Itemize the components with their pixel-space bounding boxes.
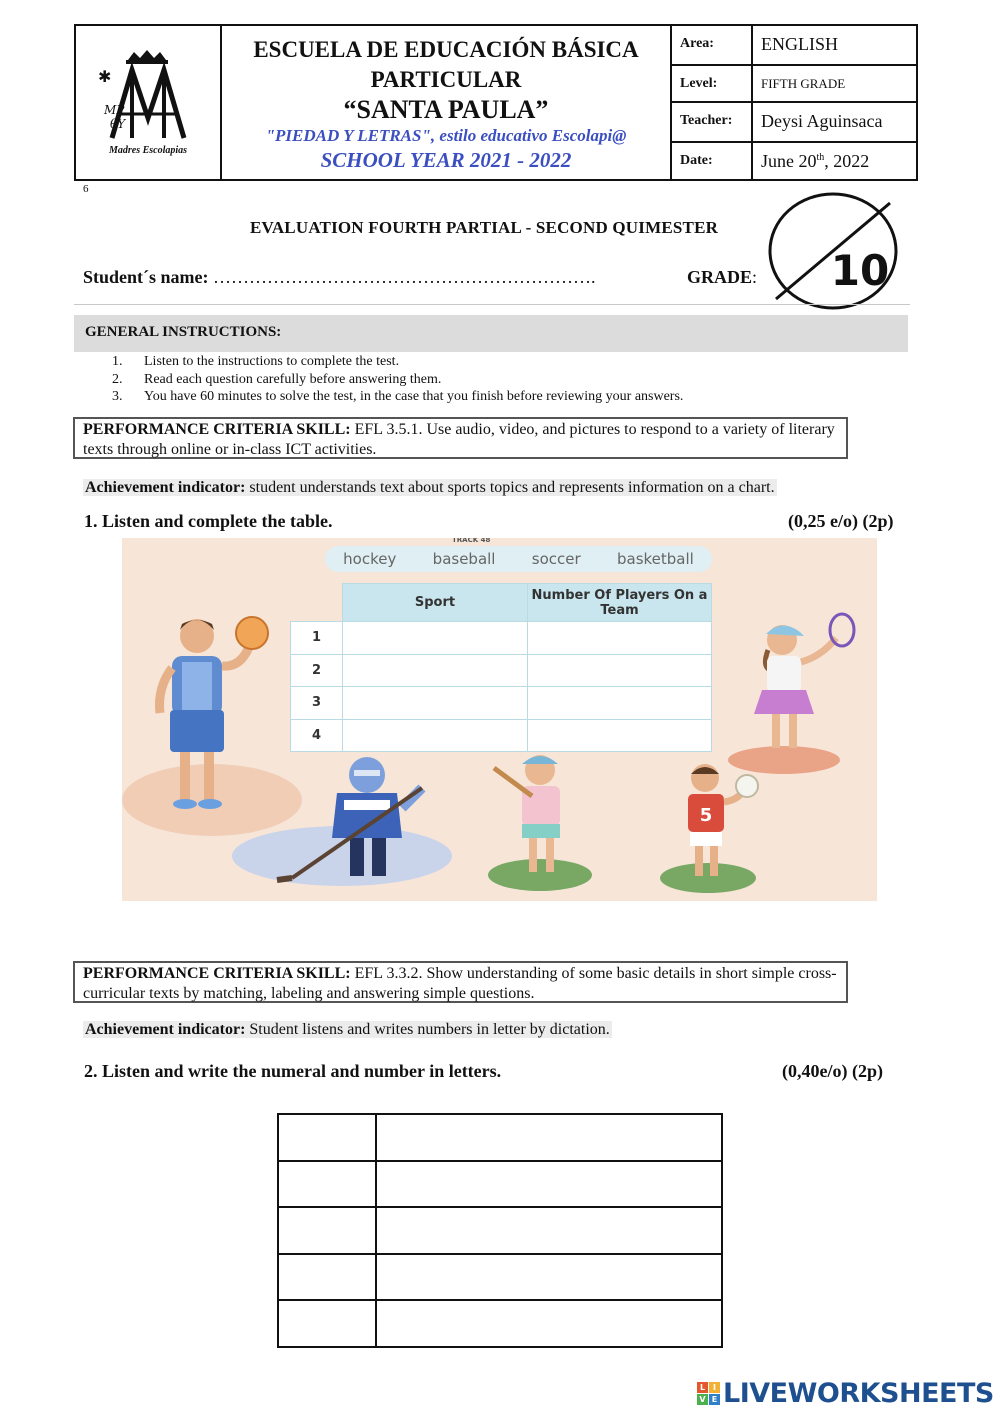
table-row [278,1161,722,1208]
achievement-indicator-1 [83,479,777,497]
instruction-text: Read each question carefully before answering them. [144,371,442,387]
word-bank-item: baseball [432,550,496,568]
question-2-points: (0,40e/o) (2p) [782,1061,883,1081]
players-answer-cell[interactable] [528,719,712,752]
track-label: TRACK 48 [452,538,491,544]
student-name-label: Student´s name: [83,267,209,287]
baseball-player-icon [494,755,560,872]
instruction-item [112,371,683,389]
school-name-line2: PARTICULAR [370,67,522,92]
sports-worksheet-image [122,538,877,901]
school-title-block [222,26,672,179]
info-table [672,26,916,179]
question-1-title: 1. Listen and complete the table. [84,511,333,531]
numeral-cell[interactable] [278,1161,376,1208]
table-row [291,654,712,687]
info-row-area [672,26,916,66]
date-label: Date: [672,143,753,179]
row-number: 1 [291,622,343,655]
basketball-icon [236,617,268,649]
word-bank-item: hockey [343,550,397,568]
grade-colon: : [752,267,758,287]
info-row-teacher [672,103,916,143]
numbers-answer-table [277,1113,723,1348]
volleyball-icon [736,775,758,797]
school-year: SCHOOL YEAR 2021 - 2022 [320,148,572,172]
level-label: Level: [672,66,753,101]
ach-label: Achievement indicator: [85,479,246,496]
instruction-number: 2. [112,371,123,387]
pcs-text: EFL 3.3.2. Show understanding of some basic details in short simple cross-curricular texts by matching, labeling and answering simple questions. [83,965,837,1002]
table-row [291,719,712,752]
word-bank-item: soccer [531,550,581,568]
area-value: ENGLISH [761,34,838,54]
student-name-row [83,267,596,288]
question-2-title: 2. Listen and write the numeral and number in letters. [84,1061,502,1081]
school-logo [76,26,222,179]
grade-label: GRADE [687,267,753,287]
instruction-item [112,353,683,371]
date-suffix: , 2022 [824,151,870,171]
grass-patch [488,859,592,891]
row-number: 3 [291,687,343,720]
logo-letter: E [709,1394,720,1405]
players-answer-cell[interactable] [528,622,712,655]
svg-text:MP: MP [104,103,125,117]
jersey-number: 5 [699,805,713,826]
school-header [74,24,918,181]
question-1-points: (0,25 e/o) (2p) [788,511,894,531]
sports-answer-table [290,583,712,752]
players-answer-cell[interactable] [528,654,712,687]
table-header-row [291,584,712,622]
grade-label-row [687,267,757,288]
ach-text: student understands text about sports topics and represents information on a chart. [249,479,775,496]
tennis-player-icon [754,625,836,748]
grade-max: 10 [830,246,890,295]
number-letters-cell[interactable] [376,1300,722,1347]
col-header-sport: Sport [343,584,528,622]
sport-answer-cell[interactable] [343,687,528,720]
info-row-level [672,66,916,103]
numeral-cell[interactable] [278,1207,376,1254]
date-value [753,143,916,179]
grade-circle-icon [768,191,898,311]
pcs-label: PERFORMANCE CRITERIA SKILL: [83,965,351,982]
ach-label: Achievement indicator: [85,1021,246,1038]
row-number: 2 [291,654,343,687]
student-name-field[interactable]: ………………………………………………………. [213,267,596,287]
table-corner [291,584,343,622]
grass-patch [660,863,756,893]
date-sup: th [816,152,825,163]
svg-text:✱: ✱ [98,67,112,86]
logo-letter: I [709,1382,720,1393]
sport-answer-cell[interactable] [343,719,528,752]
info-row-date [672,143,916,179]
word-bank-item: basketball [617,550,694,568]
divider [74,304,910,305]
performance-criteria-box-2 [73,961,848,1003]
table-row [278,1207,722,1254]
number-letters-cell[interactable] [376,1254,722,1301]
instruction-number: 3. [112,389,123,404]
general-instructions-title: GENERAL INSTRUCTIONS: [74,315,908,352]
teacher-label: Teacher: [672,103,753,141]
number-letters-cell[interactable] [376,1207,722,1254]
liveworksheets-logo-icon [697,1382,720,1405]
numeral-cell[interactable] [278,1254,376,1301]
numeral-cell[interactable] [278,1300,376,1347]
table-row [278,1114,722,1161]
instruction-text: Listen to the instructions to complete the test. [144,354,400,369]
liveworksheets-brand[interactable] [697,1376,994,1410]
sport-answer-cell[interactable] [343,622,528,655]
evaluation-title: EVALUATION FOURTH PARTIAL - SECOND QUIMESTER [250,218,719,237]
players-answer-cell[interactable] [528,687,712,720]
table-row [278,1254,722,1301]
level-value: FIFTH GRADE [761,76,846,91]
number-letters-cell[interactable] [376,1161,722,1208]
instruction-text: You have 60 minutes to solve the test, in the case that you finish before reviewing your answers. [144,389,684,404]
performance-criteria-box-1 [73,417,848,459]
table-row [291,622,712,655]
tennis-racket-icon [830,614,854,646]
area-label: Area: [672,26,753,64]
col-header-players: Number Of Players On a Team [528,584,712,622]
pcs-label: PERFORMANCE CRITERIA SKILL: [83,421,351,438]
svg-text:θY: θY [110,117,126,131]
logo-caption: Madres Escolapias [108,145,188,156]
date-main: June 20 [761,151,817,171]
page-number: 6 [83,183,89,195]
instruction-number: 1. [112,354,123,369]
table-row [278,1300,722,1347]
row-number: 4 [291,719,343,752]
teacher-value: Deysi Aguinsaca [761,111,883,131]
table-row [291,687,712,720]
pcs-text: EFL 3.5.1. Use audio, video, and pictures to respond to a variety of literary texts through online or in-class ICT activities. [83,421,835,458]
instruction-item [112,388,683,406]
logo-letter: L [697,1382,708,1393]
ach-text: Student listens and writes numbers in letter by dictation. [249,1021,610,1038]
instructions-list [112,353,683,406]
achievement-indicator-2 [83,1021,612,1039]
number-letters-cell[interactable] [376,1114,722,1161]
sport-answer-cell[interactable] [343,654,528,687]
court-patch [728,746,840,774]
school-crest-icon [90,48,208,143]
school-name-line1: ESCUELA DE EDUCACIÓN BÁSICA [253,37,639,62]
logo-letter: V [697,1394,708,1405]
brand-text: LIVEWORKSHEETS [723,1377,994,1409]
school-name-line3: “SANTA PAULA” [343,95,549,124]
numeral-cell[interactable] [278,1114,376,1161]
school-motto: "PIEDAD Y LETRAS", estilo educativo Escolapi@ [265,126,627,145]
